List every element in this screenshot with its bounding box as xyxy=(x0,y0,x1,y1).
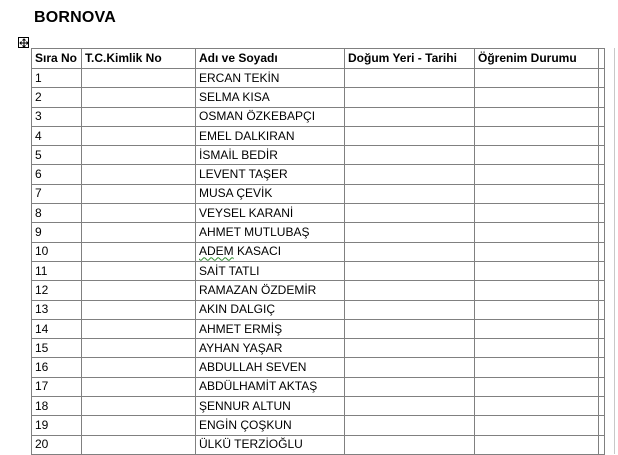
cell-sira-no[interactable]: 14 xyxy=(32,319,82,338)
cell-dogum-yeri-tarihi[interactable] xyxy=(345,146,475,165)
cell-sira-no[interactable]: 1 xyxy=(32,69,82,88)
cell-ogrenim-durumu[interactable] xyxy=(475,435,599,454)
cell-dogum-yeri-tarihi[interactable] xyxy=(345,88,475,107)
name-remainder: KASACI xyxy=(233,244,282,259)
cell-extra[interactable] xyxy=(599,281,605,300)
cell-adi-soyadi[interactable]: ERCAN TEKİN xyxy=(196,69,345,88)
cell-tc-kimlik-no[interactable] xyxy=(82,358,196,377)
cell-adi-soyadi[interactable]: İSMAİL BEDİR xyxy=(196,146,345,165)
cell-tc-kimlik-no[interactable] xyxy=(82,397,196,416)
cell-tc-kimlik-no[interactable] xyxy=(82,319,196,338)
table-row xyxy=(32,69,605,88)
cell-dogum-yeri-tarihi[interactable] xyxy=(345,242,475,261)
header-sira-no[interactable]: Sıra No xyxy=(32,49,82,69)
table-row xyxy=(32,281,605,300)
cell-dogum-yeri-tarihi[interactable] xyxy=(345,416,475,435)
cell-adi-soyadi[interactable]: SAİT TATLI xyxy=(196,261,345,280)
header-dogum-yeri-tarihi[interactable]: Doğum Yeri - Tarihi xyxy=(345,49,475,69)
cell-ogrenim-durumu[interactable] xyxy=(475,69,599,88)
table-move-icon[interactable] xyxy=(18,37,29,48)
table-row xyxy=(32,165,605,184)
cell-dogum-yeri-tarihi[interactable] xyxy=(345,261,475,280)
header-extra-cell[interactable] xyxy=(599,49,605,69)
table-row xyxy=(32,416,605,435)
cell-dogum-yeri-tarihi[interactable] xyxy=(345,339,475,358)
cell-extra[interactable] xyxy=(599,339,605,358)
table-row xyxy=(32,339,605,358)
cell-ogrenim-durumu[interactable] xyxy=(475,339,599,358)
cell-tc-kimlik-no[interactable] xyxy=(82,146,196,165)
cell-tc-kimlik-no[interactable] xyxy=(82,300,196,319)
cell-extra[interactable] xyxy=(599,204,605,223)
cell-ogrenim-durumu[interactable] xyxy=(475,300,599,319)
cell-sira-no[interactable]: 15 xyxy=(32,339,82,358)
cell-tc-kimlik-no[interactable] xyxy=(82,416,196,435)
cell-adi-soyadi[interactable]: ÜLKÜ TERZİOĞLU xyxy=(196,435,345,454)
cell-ogrenim-durumu[interactable] xyxy=(475,146,599,165)
table-row xyxy=(32,377,605,396)
header-tc-kimlik-no[interactable]: T.C.Kimlik No xyxy=(82,49,196,69)
roster-table xyxy=(31,48,605,455)
cell-tc-kimlik-no[interactable] xyxy=(82,377,196,396)
cell-ogrenim-durumu[interactable] xyxy=(475,397,599,416)
table-row xyxy=(32,300,605,319)
cell-dogum-yeri-tarihi[interactable] xyxy=(345,107,475,126)
cell-sira-no[interactable]: 2 xyxy=(32,88,82,107)
cell-dogum-yeri-tarihi[interactable] xyxy=(345,377,475,396)
cell-dogum-yeri-tarihi[interactable] xyxy=(345,165,475,184)
cell-adi-soyadi[interactable]: LEVENT TAŞER xyxy=(196,165,345,184)
cell-adi-soyadi[interactable]: ABDULLAH SEVEN xyxy=(196,358,345,377)
cell-sira-no[interactable]: 7 xyxy=(32,184,82,203)
cell-adi-soyadi[interactable]: ENGİN ÇOŞKUN xyxy=(196,416,345,435)
cell-ogrenim-durumu[interactable] xyxy=(475,358,599,377)
cell-ogrenim-durumu[interactable] xyxy=(475,184,599,203)
page-edge-divider xyxy=(614,48,615,454)
cell-extra[interactable] xyxy=(599,300,605,319)
table-body xyxy=(32,69,605,455)
table-header-row xyxy=(32,49,605,69)
cell-adi-soyadi[interactable]: ŞENNUR ALTUN xyxy=(196,397,345,416)
cell-extra[interactable] xyxy=(599,69,605,88)
cell-dogum-yeri-tarihi[interactable] xyxy=(345,126,475,145)
cell-adi-soyadi[interactable] xyxy=(196,242,345,261)
table-row xyxy=(32,146,605,165)
cell-dogum-yeri-tarihi[interactable] xyxy=(345,223,475,242)
cell-dogum-yeri-tarihi[interactable] xyxy=(345,69,475,88)
cell-ogrenim-durumu[interactable] xyxy=(475,319,599,338)
cell-dogum-yeri-tarihi[interactable] xyxy=(345,281,475,300)
cell-tc-kimlik-no[interactable] xyxy=(82,69,196,88)
cell-sira-no[interactable]: 19 xyxy=(32,416,82,435)
cell-extra[interactable] xyxy=(599,223,605,242)
cell-extra[interactable] xyxy=(599,358,605,377)
cell-dogum-yeri-tarihi[interactable] xyxy=(345,435,475,454)
cell-extra[interactable] xyxy=(599,377,605,396)
cell-sira-no[interactable]: 13 xyxy=(32,300,82,319)
cell-ogrenim-durumu[interactable] xyxy=(475,223,599,242)
cell-adi-soyadi[interactable]: AYHAN YAŞAR xyxy=(196,339,345,358)
cell-tc-kimlik-no[interactable] xyxy=(82,223,196,242)
cell-extra[interactable] xyxy=(599,107,605,126)
table-row xyxy=(32,358,605,377)
cell-dogum-yeri-tarihi[interactable] xyxy=(345,300,475,319)
cell-adi-soyadi[interactable]: MUSA ÇEVİK xyxy=(196,184,345,203)
header-ogrenim-durumu[interactable]: Öğrenim Durumu xyxy=(475,49,599,69)
cell-adi-soyadi[interactable]: AHMET MUTLUBAŞ xyxy=(196,223,345,242)
page-title: BORNOVA xyxy=(34,9,116,26)
cell-adi-soyadi[interactable]: AKIN DALGIÇ xyxy=(196,300,345,319)
cell-sira-no[interactable]: 3 xyxy=(32,107,82,126)
cell-ogrenim-durumu[interactable] xyxy=(475,242,599,261)
cell-tc-kimlik-no[interactable] xyxy=(82,242,196,261)
cell-sira-no[interactable]: 20 xyxy=(32,435,82,454)
cell-extra[interactable] xyxy=(599,146,605,165)
cell-dogum-yeri-tarihi[interactable] xyxy=(345,184,475,203)
cell-ogrenim-durumu[interactable] xyxy=(475,204,599,223)
cell-dogum-yeri-tarihi[interactable] xyxy=(345,358,475,377)
cell-extra[interactable] xyxy=(599,88,605,107)
cell-extra[interactable] xyxy=(599,165,605,184)
cell-sira-no[interactable]: 18 xyxy=(32,397,82,416)
cell-ogrenim-durumu[interactable] xyxy=(475,416,599,435)
cell-adi-soyadi[interactable]: RAMAZAN ÖZDEMİR xyxy=(196,281,345,300)
cell-adi-soyadi[interactable]: EMEL DALKIRAN xyxy=(196,126,345,145)
cell-tc-kimlik-no[interactable] xyxy=(82,126,196,145)
cell-tc-kimlik-no[interactable] xyxy=(82,88,196,107)
cell-dogum-yeri-tarihi[interactable] xyxy=(345,397,475,416)
header-adi-soyadi[interactable]: Adı ve Soyadı xyxy=(196,49,345,69)
cell-extra[interactable] xyxy=(599,435,605,454)
cell-adi-soyadi[interactable]: SELMA KISA xyxy=(196,88,345,107)
cell-extra[interactable] xyxy=(599,319,605,338)
cell-sira-no[interactable]: 10 xyxy=(32,242,82,261)
cell-sira-no[interactable]: 12 xyxy=(32,281,82,300)
cell-tc-kimlik-no[interactable] xyxy=(82,261,196,280)
cell-extra[interactable] xyxy=(599,397,605,416)
table-row xyxy=(32,88,605,107)
cell-ogrenim-durumu[interactable] xyxy=(475,88,599,107)
cell-sira-no[interactable]: 5 xyxy=(32,146,82,165)
cell-tc-kimlik-no[interactable] xyxy=(82,204,196,223)
cell-tc-kimlik-no[interactable] xyxy=(82,435,196,454)
spellcheck-flagged-word[interactable]: ADEM xyxy=(199,244,234,259)
cell-tc-kimlik-no[interactable] xyxy=(82,339,196,358)
table-row xyxy=(32,261,605,280)
cell-sira-no[interactable]: 16 xyxy=(32,358,82,377)
cell-sira-no[interactable]: 17 xyxy=(32,377,82,396)
cell-extra[interactable] xyxy=(599,184,605,203)
cell-ogrenim-durumu[interactable] xyxy=(475,107,599,126)
cell-tc-kimlik-no[interactable] xyxy=(82,165,196,184)
table-row xyxy=(32,107,605,126)
table-row xyxy=(32,242,605,261)
cell-tc-kimlik-no[interactable] xyxy=(82,281,196,300)
table-row xyxy=(32,435,605,454)
cell-adi-soyadi[interactable]: ABDÜLHAMİT AKTAŞ xyxy=(196,377,345,396)
cell-ogrenim-durumu[interactable] xyxy=(475,377,599,396)
cell-dogum-yeri-tarihi[interactable] xyxy=(345,319,475,338)
table-row xyxy=(32,223,605,242)
table-row xyxy=(32,184,605,203)
table-row xyxy=(32,126,605,145)
cell-extra[interactable] xyxy=(599,261,605,280)
cell-sira-no[interactable]: 4 xyxy=(32,126,82,145)
cell-extra[interactable] xyxy=(599,242,605,261)
cell-tc-kimlik-no[interactable] xyxy=(82,184,196,203)
cell-ogrenim-durumu[interactable] xyxy=(475,126,599,145)
cell-extra[interactable] xyxy=(599,126,605,145)
cell-dogum-yeri-tarihi[interactable] xyxy=(345,204,475,223)
cell-ogrenim-durumu[interactable] xyxy=(475,281,599,300)
table-row xyxy=(32,319,605,338)
cell-sira-no[interactable]: 11 xyxy=(32,261,82,280)
cell-adi-soyadi[interactable]: AHMET ERMİŞ xyxy=(196,319,345,338)
cell-sira-no[interactable]: 6 xyxy=(32,165,82,184)
table-row xyxy=(32,204,605,223)
cell-sira-no[interactable]: 8 xyxy=(32,204,82,223)
cell-ogrenim-durumu[interactable] xyxy=(475,165,599,184)
cell-ogrenim-durumu[interactable] xyxy=(475,261,599,280)
cell-adi-soyadi[interactable]: VEYSEL KARANİ xyxy=(196,204,345,223)
cell-adi-soyadi[interactable]: OSMAN ÖZKEBAPÇI xyxy=(196,107,345,126)
cell-tc-kimlik-no[interactable] xyxy=(82,107,196,126)
table-row xyxy=(32,397,605,416)
cell-extra[interactable] xyxy=(599,416,605,435)
cell-sira-no[interactable]: 9 xyxy=(32,223,82,242)
